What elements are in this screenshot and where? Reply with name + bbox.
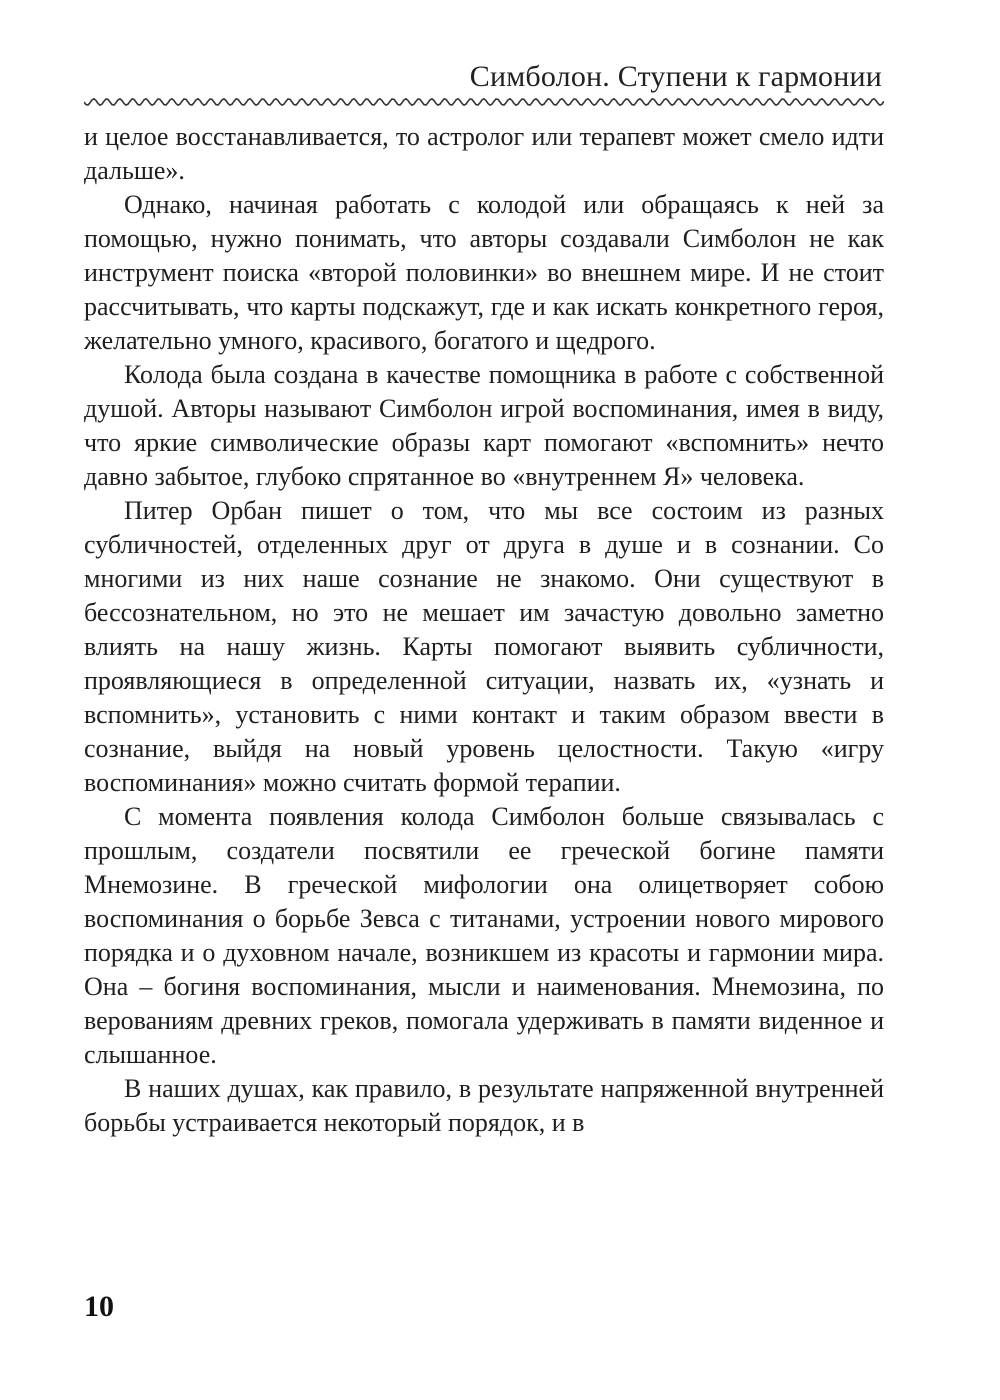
- paragraph-1: и целое восстанавливается, то астролог или терапевт может смело идти дальше».: [84, 122, 884, 185]
- paragraph-3: Колода была создана в качестве помощника в работе с собственной душой. Авторы называют Симболон игрой воспоминания, имея в виду, что яркие символические образы карт помогают «вспомнить» нечто давно забытое, глубоко спрятанное во «внутреннем Я» человека.: [84, 360, 884, 491]
- body-text: [84, 120, 884, 1140]
- header-wave-rule: [84, 96, 884, 108]
- paragraph-2: Однако, начиная работать с колодой или обращаясь к ней за помощью, нужно понимать, что авторы создавали Симболон не как инструмент поиска «второй половинки» во внешнем мире. И не стоит рассчитывать, что карты подскажут, где и как искать конкретного героя, желательно умного, красивого, богатого и щедрого.: [84, 190, 884, 355]
- page-number: 10: [84, 1290, 114, 1323]
- paragraph-6: В наших душах, как правило, в результате напряженной внутренней борьбы устраивается некоторый порядок, и в: [84, 1074, 884, 1137]
- paragraph-4: Питер Орбан пишет о том, что мы все состоим из разных субличностей, отделенных друг от друга в душе и в сознании. Со многими из них наше сознание не знакомо. Они существуют в бессознательном, но это не мешает им зачастую довольно заметно влиять на нашу жизнь. Карты помогают выявить субличности, проявляющиеся в определенной ситуации, назвать их, «узнать и вспомнить», установить с ними контакт и таким образом ввести в сознание, выйдя на новый уровень целостности. Такую «игру воспоминания» можно считать формой терапии.: [84, 496, 884, 797]
- paragraph-5: С момента появления колода Симболон больше связывалась с прошлым, создатели посвятили ее греческой богине памяти Мнемозине. В греческой мифологии она олицетворяет собою воспоминания о борьбе Зевса с титанами, устроении нового мирового порядка и о духовном начале, возникшем из красоты и гармонии мира. Она – богиня воспоминания, мысли и наименования. Мнемозина, по верованиям древних греков, помогала удерживать в памяти виденное и слышанное.: [84, 802, 884, 1069]
- running-header-title: Симболон. Ступени к гармонии: [469, 60, 882, 93]
